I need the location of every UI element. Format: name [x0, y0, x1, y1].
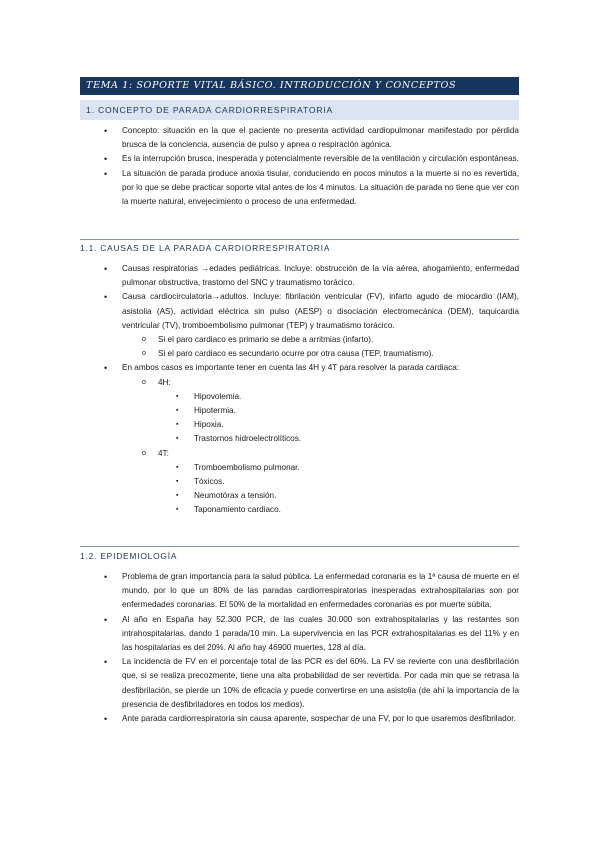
list-item-text: Neumotórax a tensión.: [194, 491, 277, 501]
list-item: [80, 712, 519, 726]
circle-marker: o: [142, 350, 146, 358]
bullet-marker: •: [104, 154, 108, 165]
sub-sub-list-item: [80, 489, 519, 503]
bullet-marker: •: [104, 168, 108, 179]
list-item-text: Concepto: situación en la que el paciente no presenta actividad cardiopulmonar manifestado por pérdida brusca de la conciencia, ausencia de pulso y apnea o respiración agónica.: [122, 126, 519, 150]
list-item-text: La incidencia de FV en el porcentaje total de las PCR es del 60%. La FV se revierte con una desfibrilación que, si se realiza precozmente, tiene una alta probabilidad de ser revertida. Por cada min que se retrasa la desfibrilación, se pierde un 10% de eficacia y puede convertirse en una asistolia (de ahí la importancia de la presencia de desfibriladores en todos los medios).: [122, 657, 519, 709]
section-1-1-heading: 1.1. CAUSAS DE LA PARADA CARDIORRESPIRATORIA: [80, 243, 331, 253]
list-item-text: Trastornos hidroelectrolíticos.: [194, 434, 302, 444]
sub-sub-list-item: [80, 475, 519, 489]
list-item-text: Taponamiento cardiaco.: [194, 505, 281, 515]
list-item-text: Hipotermia.: [194, 406, 236, 416]
list-item: [80, 124, 519, 152]
square-marker: ▪: [176, 421, 179, 429]
square-marker: ▪: [176, 506, 179, 514]
square-marker: ▪: [176, 435, 179, 443]
section-divider: [80, 546, 519, 547]
bullet-marker: •: [104, 264, 108, 274]
sub-list-item: [80, 447, 519, 461]
document-title: TEMA 1: SOPORTE VITAL BÁSICO. INTRODUCCIÓN Y CONCEPTOS: [80, 77, 519, 95]
section-1-2-heading: 1.2. EPIDEMIOLOGÍA: [80, 551, 178, 561]
sub-sub-list-item: [80, 390, 519, 404]
circle-marker: o: [142, 378, 146, 386]
square-marker: ▪: [176, 463, 179, 471]
list-item-text: Hipovolemia.: [194, 391, 242, 401]
sub-list-item: [80, 333, 519, 347]
list-item-text: Problema de gran importancia para la salud pública. La enfermedad coronaria es la 1ª causa de muerte en el mundo, por lo que un 80% de las paradas cardiorrespiratorias inesperadas extrahospitalarias son por enfermedades coronarias. El 50% de la mortalidad en enfermedades coronarias es por muerte súbita.: [122, 572, 519, 610]
list-item-text: 4H:: [158, 377, 171, 387]
list-item: [80, 262, 519, 290]
list-item-text: La situación de parada produce anoxia tisular, conduciendo en pocos minutos a la muerte si no es revertida, por lo que se debe practicar soporte vital antes de los 4 minutos. La situación de parada no tiene que ver con la muerte natural, envejecimiento o proceso de una enfermedad.: [122, 168, 519, 207]
section-1-2-list: [80, 570, 519, 726]
sub-sub-list-item: [80, 461, 519, 475]
list-item: [80, 167, 519, 210]
list-item: [80, 570, 519, 613]
list-item-text: 4T:: [158, 448, 169, 458]
bullet-marker: •: [104, 126, 108, 136]
list-item: [80, 613, 519, 656]
list-item: [80, 290, 519, 333]
bullet-marker: •: [104, 657, 108, 668]
sub-sub-list-item: [80, 418, 519, 432]
sub-sub-list-item: [80, 404, 519, 418]
square-marker: ▪: [176, 392, 179, 400]
list-item-text: Causas respiratorias →edades pediátricas. Incluye: obstrucción de la vía aérea, ahogamiento, enfermedad pulmonar obstructiva, trastorno del SNC y traumatismo torácico.: [122, 264, 519, 288]
sub-sub-list-item: [80, 432, 519, 446]
section-1-list: [80, 124, 519, 209]
list-item-text: Hipoxia.: [194, 420, 224, 430]
list-item-text: Si el paro cardiaco es secundario ocurre por otra causa (TEP, traumatismo).: [158, 349, 434, 359]
list-item-text: Al año en España hay 52.300 PCR, de las cuales 30.000 son extrahospitalarias y las restantes son intrahospitalarias, dando 1 parada/10 min. La supervivencia en las PCR extrahospitalarias es del 11% y en las hospitalarias es del 20%. Al año hay 46900 muertes, 128 al día.: [122, 614, 519, 653]
square-marker: ▪: [176, 478, 179, 486]
list-item-text: Es la interrupción brusca, inesperada y potencialmente reversible de la ventilación y circulación espontáneas.: [122, 154, 519, 164]
circle-marker: o: [142, 336, 146, 344]
section-1-heading: 1. CONCEPTO DE PARADA CARDIORRESPIRATORIA: [80, 100, 519, 120]
list-item: [80, 655, 519, 712]
bullet-marker: •: [104, 363, 108, 374]
list-item-text: Si el paro cardiaco es primario se debe a arritmias (infarto).: [158, 335, 374, 345]
list-item: [80, 152, 519, 166]
list-item-text: Ante parada cardiorrespiratoria sin causa aparente, sospechar de una FV, por lo que usaremos desfibrilador.: [122, 714, 516, 724]
sub-sub-list-item: [80, 503, 519, 517]
section-1-1-list: [80, 262, 519, 518]
section-divider: [80, 239, 519, 240]
bullet-marker: •: [104, 614, 108, 625]
list-item-text: Tromboembolismo pulmonar.: [194, 462, 300, 472]
sub-list-item: [80, 376, 519, 390]
square-marker: ▪: [176, 407, 179, 415]
list-item: [80, 361, 519, 375]
bullet-marker: •: [104, 292, 108, 303]
sub-list-item: [80, 347, 519, 361]
list-item-text: Tóxicos.: [194, 477, 225, 487]
bullet-marker: •: [104, 572, 108, 582]
square-marker: ▪: [176, 492, 179, 500]
circle-marker: o: [142, 449, 146, 457]
bullet-marker: •: [104, 714, 108, 725]
list-item-text: En ambos casos es importante tener en cuenta las 4H y 4T para resolver la parada cardiaca:: [122, 363, 460, 373]
list-item-text: Causa cardiocirculatoria→adultos. Incluye: fibrilación ventricular (FV), infarto agudo de miocardio (IAM), asistolia (AS), actividad eléctrica sin pulso (AESP) o disociación electromecánica (DEM), taquicardia ventricular (TV), tromboembolismo pulmonar (TEP) y traumatismo torácico.: [122, 292, 519, 330]
